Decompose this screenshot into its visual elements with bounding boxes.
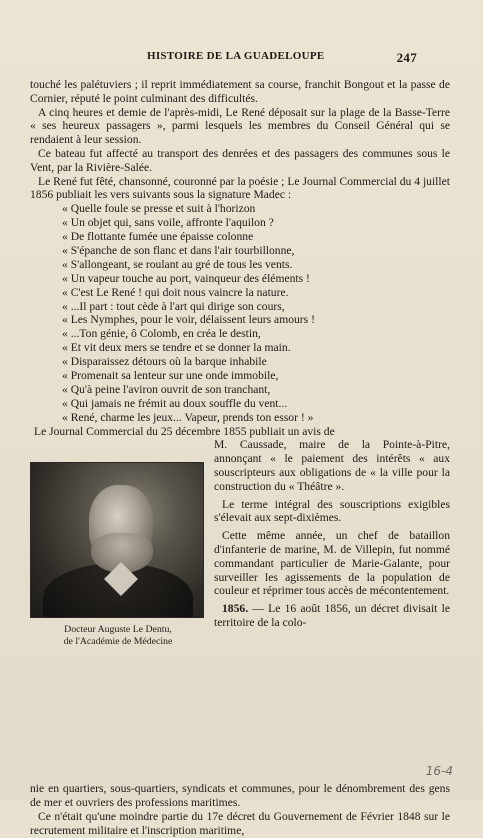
poem-line: « S'allongeant, se roulant au gré de tous les vents. [62,257,293,271]
poem-line: « René, charme les jeux... Vapeur, prends ton essor ! » [62,410,314,424]
caption-line: de l'Académie de Médecine [63,636,173,648]
figure-and-text [30,438,450,782]
poem-line: « Qui jamais ne frémit au doux souffle du vent... [62,396,288,410]
poem-line: « Un objet qui, sans voile, affronte l'aquilon ? [62,216,274,230]
poem-line: « De flottante fumée une épaisse colonne [62,229,254,243]
portrait-caption [30,624,206,648]
poem-line: « Qu'à peine l'aviron ouvrit de son tranchant, [62,382,271,396]
paragraph: touché les palétuviers ; il reprit immédiatement sa course, franchit Bongout et la passe de Cornier, réputé le point culminant des difficultés. [30,78,450,105]
poem-line: « Promenait sa lenteur sur une onde immobile, [62,369,279,383]
poem-line: « Les Nymphes, pour le voir, délaissent leurs amours ! [62,313,315,327]
paragraph: M. Caussade, maire de la Pointe-à-Pitre, annonçant « le paiement des intérêts « aux souscripteurs aux obligations de « la ville pour la construction du « Théâtre ». [214,438,450,493]
paragraph-text: — Le 16 août 1856, un décret divisait le territoire de la colo- [214,602,450,630]
paragraph: Le terme intégral des souscriptions exigibles s'élevait aux sept-dixièmes. [214,497,450,525]
paragraph: Ce n'était qu'une moindre partie du 17e décret du Gouvernement de Février 1848 sur le recrutement militaire et l'inscription maritime, [30,810,450,837]
year-heading: 1856. [222,602,249,616]
paragraph [214,602,450,630]
paragraph: Cette même année, un chef de bataillon d'infanterie de marine, M. de Villepin, fut nommé commandant particulier de Marie-Galante, pour surveiller les agissements de la population de couleur et réprimer tous accès de mécontentement. [214,529,450,598]
poem-line: « Et vit deux mers se tendre et se donner la main. [62,341,291,355]
poem-line: « Quelle foule se presse et suit à l'horizon [62,202,256,216]
paragraph: Ce bateau fut affecté au transport des denrées et des passagers des communes sous le Vent, par la Rivière-Salée. [30,146,450,174]
poem-line: « Un vapeur touche au port, vainqueur des éléments ! [62,271,310,285]
page-number: 247 [396,50,417,65]
poem-line: « ...Il part : tout cède à l'art qui dirige son cours, [62,299,285,313]
poem-line: « ...Ton génie, ô Colomb, en créa le destin, [62,327,261,341]
portrait-photo [30,462,204,618]
poem-line: « Disparaissez détours où la barque inhabile [62,355,267,369]
poem [30,202,450,425]
paragraph: A cinq heures et demie de l'après-midi, Le René déposait sur la plage de la Basse-Terre « ses heureux passagers », parmi lesquels les membres du Conseil Général qui se rendaient à leur session. [30,105,450,147]
pencil-annotation: 16-4 [425,764,453,778]
paragraph: nie en quartiers, sous-quartiers, syndicats et communes, pour le dénombrement des gens de mer et ouvriers des professions maritimes. [30,782,450,810]
paragraph: Le Journal Commercial du 25 décembre 1855 publiait un avis de [34,424,335,438]
poem-line: « S'épanche de son flanc et dans l'air tourbillonne, [62,243,295,257]
caption-line: Docteur Auguste Le Dentu, [64,624,172,636]
page-body [30,78,450,838]
running-title: HISTOIRE DE LA GUADELOUPE [147,50,325,62]
running-header [147,50,417,66]
poem-line: « C'est Le René ! qui doit nous vaincre la nature. [62,285,289,299]
paragraph: Le René fut fêté, chansonné, couronné par la poésie ; Le Journal Commercial du 4 juillet 1856 publiait les vers suivants sous la signature Madec : [30,174,450,202]
right-column [214,438,450,629]
